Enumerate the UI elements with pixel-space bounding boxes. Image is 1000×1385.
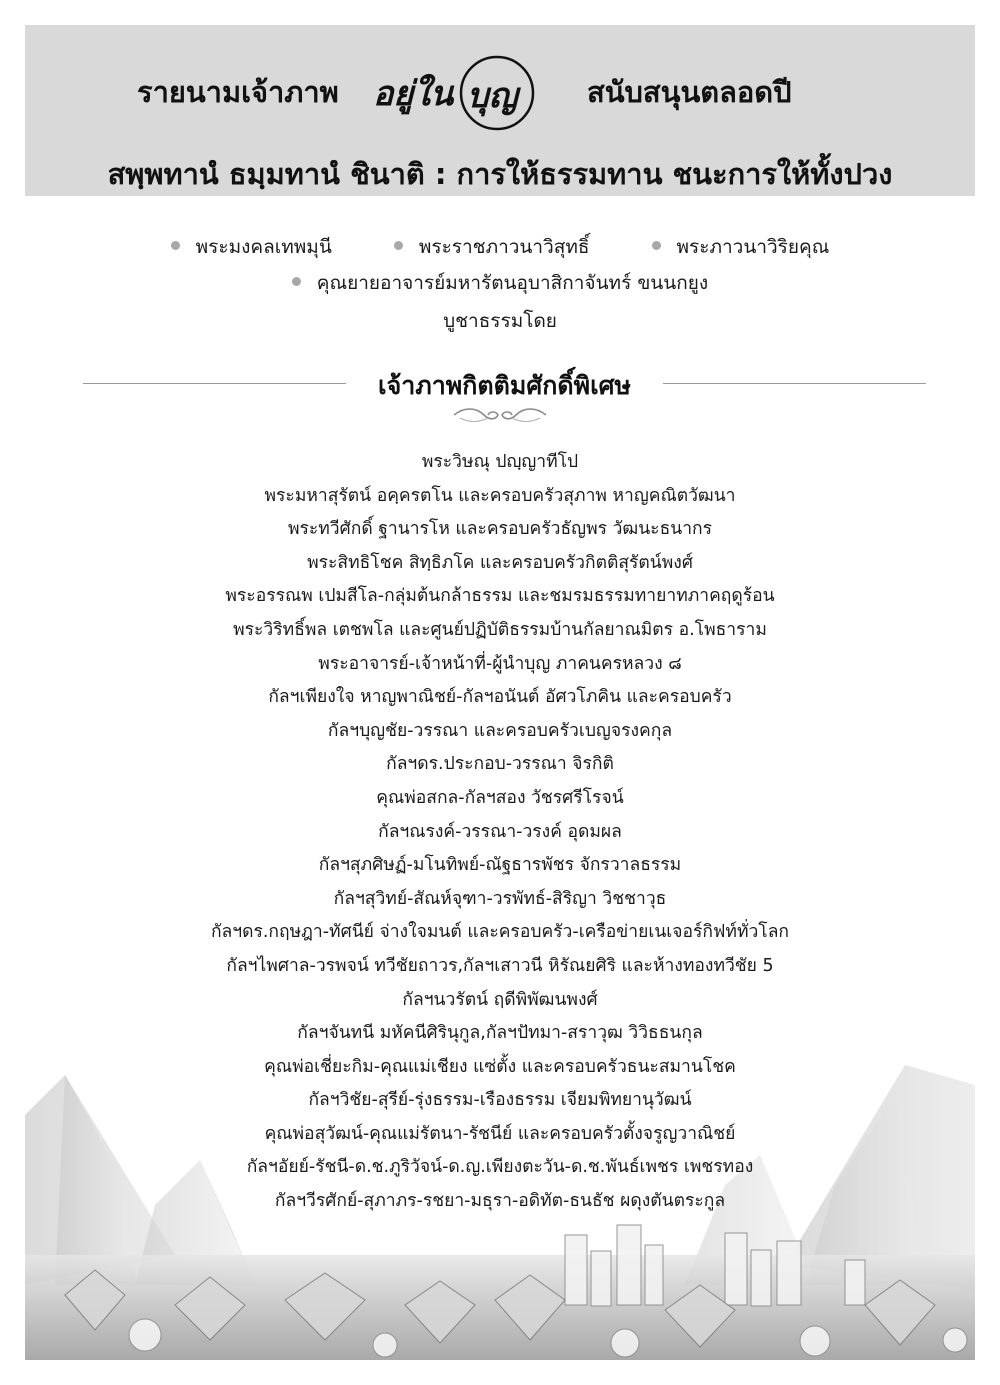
bullet-icon xyxy=(171,241,180,250)
honoree-name: คุณยายอาจารย์มหารัตนอุบาสิกาจันทร์ ขนนกยูง xyxy=(316,272,709,294)
list-item: พระวิษณุ ปญฺญาทีโป xyxy=(421,452,579,472)
list-item: พระทวีศักดิ์ ฐานารโห และครอบครัวธัญพร วัฒนะธนากร xyxy=(287,519,713,540)
list-item: กัลฯอัยย์-รัชนี-ด.ช.ภูริวัจน์-ด.ญ.เพียงตะวัน-ด.ช.พันธ์เพชร เพชรทอง xyxy=(246,1157,754,1178)
list-item: คุณพ่อเชี่ยะกิม-คุณแม่เชียง แซ่ตั้ง และครอบครัวธนะสมานโชค xyxy=(264,1056,736,1077)
honoree-item xyxy=(292,270,708,296)
honoree-name: พระมงคลเทพมุนี xyxy=(195,236,332,258)
list-item: พระอรรณพ เปมสีโล-กลุ่มต้นกล้าธรรม และชมรมธรรมทายาทภาคฤดูร้อน xyxy=(225,586,775,607)
honoree-item xyxy=(394,234,590,260)
bullet-icon xyxy=(292,277,301,286)
honorees-row-2 xyxy=(0,270,1000,306)
header-banner xyxy=(25,25,975,196)
list-item: กัลฯไพศาล-วรพจน์ ทวีชัยถาวร,กัลฯเสาวนี หิรัณยศิริ และห้างทองทวีชัย 5 xyxy=(226,955,774,976)
list-item: คุณพ่อสุวัฒน์-คุณแม่รัตนา-รัชนีย์ และครอบครัวตั้งจรูญวาณิชย์ xyxy=(264,1123,736,1144)
bullet-icon xyxy=(394,241,403,250)
list-item: กัลฯเพียงใจ หาญพาณิชย์-กัลฯอนันต์ อัศวโภคิน และครอบครัว xyxy=(268,687,732,708)
list-item: กัลฯวิชัย-สุรีย์-รุ่งธรรม-เรืองธรรม เจียมพิทยานุวัฒน์ xyxy=(308,1090,692,1111)
header-title-left: รายนามเจ้าภาพ xyxy=(137,75,339,109)
honorees-row-1 xyxy=(0,234,1000,270)
header-subtitle: สพฺพทานํ ธมฺมทานํ ชินาติ : การให้ธรรมทาน ชนะการให้ทั้งปวง xyxy=(107,157,893,191)
uyunaiboon-logo xyxy=(365,47,555,139)
list-item: พระอาจารย์-เจ้าหน้าที่-ผู้นำบุญ ภาคนครหลวง ๘ xyxy=(318,653,682,674)
list-item: คุณพ่อสกล-กัลฯสอง วัชรศรีโรจน์ xyxy=(376,787,624,808)
header-title-row xyxy=(25,67,975,147)
list-item: พระวิริทธิ์พล เตชพโล และศูนย์ปฏิบัติธรรมบ้านกัลยาณมิตร อ.โพธาราม xyxy=(233,619,767,640)
list-item: กัลฯบุญชัย-วรรณา และครอบครัวเบญจรงคกุล xyxy=(327,720,673,741)
sponsor-names-list xyxy=(0,447,1000,1220)
logo-text-1: อยู่ใน xyxy=(373,74,454,114)
honoree-name: พระราชภาวนาวิสุทธิ์ xyxy=(418,236,590,258)
honoree-name: พระภาวนาวิริยคุณ xyxy=(676,236,830,258)
offered-by-label: บูชาธรรมโดย xyxy=(443,310,557,332)
list-item: กัลฯสุวิทย์-สัณห์จุฑา-วรพัทธ์-สิริญา วิชชาวุธ xyxy=(333,888,667,909)
list-item: กัลฯสุภศิษฏ์-มโนทิพย์-ณัฐธารพัชร จักรวาลธรรม xyxy=(318,855,682,876)
honoree-item xyxy=(171,234,332,260)
section-header xyxy=(83,366,926,406)
header-title-right: สนับสนุนตลอดปี xyxy=(587,75,792,109)
honoree-item xyxy=(652,234,830,260)
list-item: กัลฯดร.กฤษฎา-ทัศนีย์ จ่างใจมนต์ และครอบครัว-เครือข่ายเนเจอร์กิฟท์ทั่วโลก xyxy=(210,922,790,943)
divider-right xyxy=(663,383,926,384)
list-item: พระมหาสุรัตน์ อคฺครตโน และครอบครัวสุภาพ หาญคณิตวัฒนา xyxy=(264,485,736,506)
list-item: กัลฯณรงค์-วรรณา-วรงค์ อุดมผล xyxy=(378,821,622,842)
list-item: กัลฯนวรัตน์ ฤดีพิพัฒนพงศ์ xyxy=(402,989,598,1010)
section-title: เจ้าภาพกิตติมศักดิ์พิเศษ xyxy=(378,371,631,400)
honorees-list xyxy=(0,234,1000,306)
list-item: กัลฯจันทนี มหัคนีศิรินุกูล,กัลฯปัทมา-สราวุฒ วิวิธธนกุล xyxy=(297,1023,703,1044)
flourish-ornament-icon xyxy=(450,404,550,426)
bullet-icon xyxy=(652,241,661,250)
list-item: กัลฯวีรศักย์-สุภาภร-รชยา-มธุรา-อดิทัต-ธนธัช ผดุงตันตระกูล xyxy=(274,1191,726,1212)
logo-text-2: บุญ xyxy=(467,76,518,116)
list-item: พระสิทธิโชค สิทฺธิภโค และครอบครัวกิตติสุรัตน์พงศ์ xyxy=(307,552,693,573)
list-item: กัลฯดร.ประกอบ-วรรณา จิรกิติ xyxy=(386,754,614,775)
